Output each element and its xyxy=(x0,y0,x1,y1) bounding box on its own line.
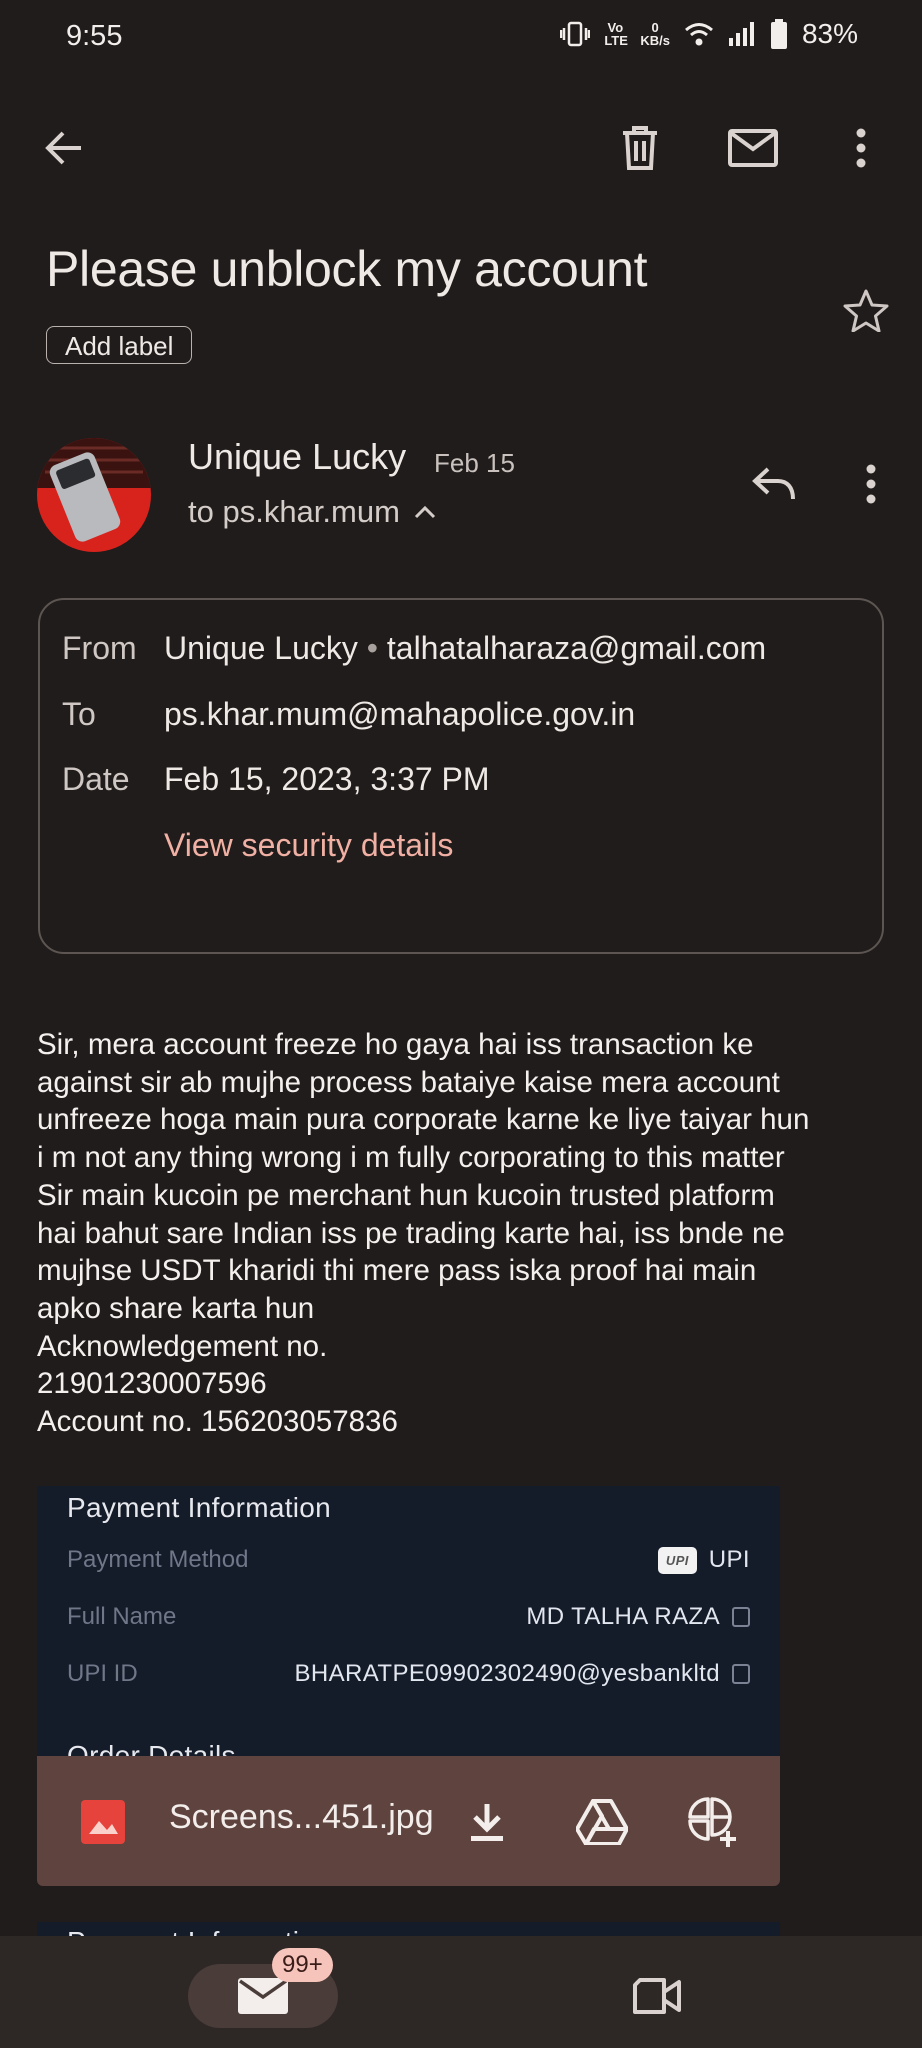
more-options-button[interactable] xyxy=(836,120,886,176)
body-line: mujhse USDT kharidi thi mere pass iska proof hai main xyxy=(37,1254,757,1288)
from-label: From xyxy=(62,630,137,666)
body-line: 21901230007596 xyxy=(37,1367,267,1401)
add-to-photos-button[interactable] xyxy=(681,1792,745,1852)
status-icons xyxy=(560,18,858,50)
payment-method-value xyxy=(658,1546,750,1574)
delete-button[interactable] xyxy=(612,120,668,176)
body-line: Account no. 156203057836 xyxy=(37,1405,398,1439)
from-email: talhatalharaza@gmail.com xyxy=(386,630,767,666)
star-icon xyxy=(843,288,889,332)
sent-date: Feb 15 xyxy=(434,448,515,478)
download-button[interactable] xyxy=(457,1792,517,1852)
mail-icon xyxy=(728,129,778,167)
trash-icon xyxy=(620,125,660,171)
network-speed xyxy=(640,21,670,47)
upi-logo: UPI xyxy=(658,1547,697,1574)
download-icon xyxy=(469,1802,505,1842)
full-name-label: Full Name xyxy=(67,1603,177,1630)
vibrate-icon xyxy=(560,21,590,47)
from-value xyxy=(164,630,766,667)
arrow-back-icon xyxy=(43,127,85,169)
mark-unread-button[interactable] xyxy=(722,120,784,176)
email-subject: Please unblock my account xyxy=(46,241,648,297)
recipients-toggle[interactable] xyxy=(188,494,436,530)
back-button[interactable] xyxy=(36,120,92,176)
wifi-icon xyxy=(684,21,714,47)
date-value: Feb 15, 2023, 3:37 PM xyxy=(164,761,490,797)
body-line: unfreeze hoga main pura corporate karne ke liye taiyar hun xyxy=(37,1103,810,1137)
body-line: against sir ab mujhe process bataiye kaise mera account xyxy=(37,1065,780,1099)
upi-id-row xyxy=(67,1660,750,1688)
video-camera-icon xyxy=(632,1976,684,2016)
signal-icon xyxy=(728,21,756,47)
to-value: ps.khar.mum@mahapolice.gov.in xyxy=(164,696,636,732)
volte-indicator: Vo LTE xyxy=(604,20,628,48)
network-speed-unit: KB/s xyxy=(640,33,670,48)
nav-meet-tab[interactable] xyxy=(626,1966,690,2026)
network-speed-value: 0 xyxy=(651,20,659,35)
save-to-drive-button[interactable] xyxy=(569,1792,635,1852)
recipient-summary: to ps.khar.mum xyxy=(188,494,400,529)
avatar-image xyxy=(37,438,151,552)
body-line: apko share karta hun xyxy=(37,1291,315,1325)
reply-button[interactable] xyxy=(746,456,802,512)
add-label-chip[interactable]: Add label xyxy=(46,326,192,364)
star-button[interactable] xyxy=(838,282,894,338)
bottom-navigation xyxy=(0,1936,922,2048)
payment-method-row xyxy=(67,1546,750,1574)
status-time: 9:55 xyxy=(66,20,123,52)
upi-id-value xyxy=(294,1660,750,1688)
body-line: hai bahut sare Indian iss pe trading karte hai, iss bnde ne xyxy=(37,1216,785,1250)
message-more-button[interactable] xyxy=(846,456,896,512)
separator-dot: • xyxy=(366,630,387,666)
unread-badge: 99+ xyxy=(272,1948,333,1982)
battery-percent: 83% xyxy=(801,18,858,49)
full-name-value xyxy=(526,1603,750,1631)
view-security-details-link[interactable]: View security details xyxy=(164,827,454,863)
payment-info-title: Payment Information xyxy=(67,1492,332,1523)
attachment-file-name[interactable]: Screens...451.jpg xyxy=(169,1798,434,1836)
to-label: To xyxy=(62,696,96,732)
battery-icon xyxy=(770,19,788,49)
reply-icon xyxy=(752,466,796,502)
body-line: Sir, mera account freeze ho gaya hai iss transaction ke xyxy=(37,1028,754,1061)
full-name-text: MD TALHA RAZA xyxy=(526,1603,720,1630)
image-file-icon xyxy=(81,1800,125,1844)
copy-icon xyxy=(732,1607,750,1627)
mail-filled-icon xyxy=(238,1978,288,2014)
upi-id-text: BHARATPE09902302490@yesbankltd xyxy=(294,1660,720,1687)
sender-avatar[interactable] xyxy=(37,438,151,552)
upi-id-label: UPI ID xyxy=(67,1660,138,1687)
email-body xyxy=(37,1026,897,1441)
payment-method-label: Payment Method xyxy=(67,1546,249,1573)
from-name: Unique Lucky xyxy=(164,630,358,666)
payment-method-text: UPI xyxy=(708,1546,750,1573)
sender-name: Unique Lucky xyxy=(188,436,407,477)
date-label: Date xyxy=(62,761,130,797)
photos-add-icon xyxy=(686,1795,740,1849)
message-details-card xyxy=(38,598,884,954)
drive-icon xyxy=(576,1799,628,1845)
chevron-up-icon xyxy=(414,505,436,519)
more-vert-icon xyxy=(866,464,876,504)
body-line: Acknowledgement no. xyxy=(37,1329,328,1363)
attachment-bar xyxy=(37,1756,780,1886)
more-vert-icon xyxy=(856,128,866,168)
body-line: i m not any thing wrong i m fully corporating to this matter xyxy=(37,1141,785,1175)
body-line: Sir main kucoin pe merchant hun kucoin trusted platform xyxy=(37,1178,775,1212)
full-name-row xyxy=(67,1603,750,1631)
copy-icon xyxy=(732,1664,750,1684)
